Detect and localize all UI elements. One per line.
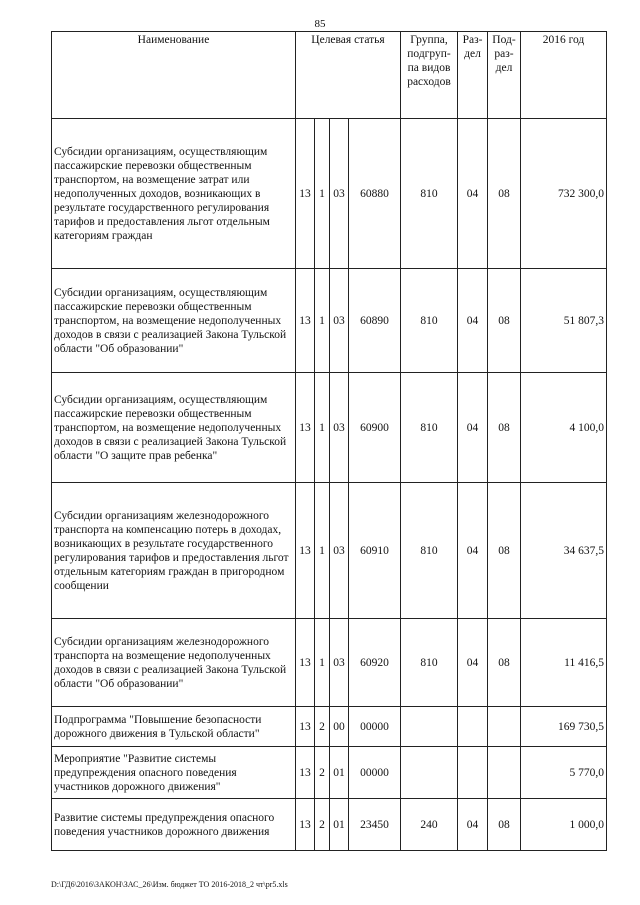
row-name: Подпрограмма "Повышение безопасности дорожного движения в Тульской области" — [52, 707, 296, 747]
row-section — [458, 707, 488, 747]
header-target-article: Целевая статья — [296, 32, 401, 119]
row-section: 04 — [458, 799, 488, 851]
row-article-program: 13 — [296, 799, 315, 851]
row-subsection: 08 — [488, 119, 521, 269]
table-row — [52, 373, 607, 483]
row-section: 04 — [458, 269, 488, 373]
row-article-event: 03 — [330, 269, 349, 373]
row-article-program: 13 — [296, 707, 315, 747]
row-name: Субсидии организациям, осуществляющим пассажирские перевозки общественным транспортом, на возмещение затрат или недополученных доходов, возникающих в результате государственного регулирования тарифов и предоставления льгот отдельным категориям граждан — [52, 119, 296, 269]
row-article-subprogram: 2 — [315, 707, 330, 747]
row-article-program: 13 — [296, 373, 315, 483]
row-article-subprogram: 1 — [315, 119, 330, 269]
row-article-direction: 60900 — [349, 373, 401, 483]
row-article-event: 03 — [330, 619, 349, 707]
table-row — [52, 799, 607, 851]
row-amount: 1 000,0 — [521, 799, 607, 851]
row-article-subprogram: 1 — [315, 619, 330, 707]
table-row — [52, 619, 607, 707]
table-row — [52, 119, 607, 269]
row-name: Субсидии организациям железнодорожного транспорта на компенсацию потерь в доходах, возникающих в результате государственного регулирования тарифов и предоставления льгот отдельным категориям граждан в пригородном сообщении — [52, 483, 296, 619]
table-row — [52, 269, 607, 373]
row-article-direction: 00000 — [349, 747, 401, 799]
row-subsection: 08 — [488, 373, 521, 483]
table-row — [52, 707, 607, 747]
row-article-direction: 60880 — [349, 119, 401, 269]
row-article-subprogram: 1 — [315, 483, 330, 619]
row-amount: 732 300,0 — [521, 119, 607, 269]
row-amount: 4 100,0 — [521, 373, 607, 483]
row-name: Мероприятие "Развитие системы предупреждения опасного поведения участников дорожного движения" — [52, 747, 296, 799]
row-article-program: 13 — [296, 269, 315, 373]
row-amount: 11 416,5 — [521, 619, 607, 707]
row-article-direction: 60890 — [349, 269, 401, 373]
row-section: 04 — [458, 483, 488, 619]
row-name: Субсидии организациям, осуществляющим пассажирские перевозки общественным транспортом, на возмещение недополученных доходов в связи с реализацией Закона Тульской области "Об образовании" — [52, 269, 296, 373]
row-section: 04 — [458, 619, 488, 707]
file-path-footer: D:\ГД6\2016\ЗАКОН\ЗАС_26\Изм. бюджет ТО 2016-2018_2 чт\pr5.xls — [51, 880, 288, 889]
row-name: Развитие системы предупреждения опасного поведения участников дорожного движения — [52, 799, 296, 851]
row-subsection: 08 — [488, 799, 521, 851]
row-expense-group: 810 — [401, 373, 458, 483]
row-article-program: 13 — [296, 747, 315, 799]
row-article-event: 03 — [330, 483, 349, 619]
row-subsection: 08 — [488, 269, 521, 373]
header-section: Раз-дел — [458, 32, 488, 119]
row-article-direction: 23450 — [349, 799, 401, 851]
row-article-subprogram: 2 — [315, 799, 330, 851]
row-expense-group: 810 — [401, 619, 458, 707]
header-year: 2016 год — [521, 32, 607, 119]
header-name: Наименование — [52, 32, 296, 119]
row-name: Субсидии организациям, осуществляющим пассажирские перевозки общественным транспортом, на возмещение недополученных доходов в связи с реализацией Закона Тульской области "О защите прав ребенка" — [52, 373, 296, 483]
row-amount: 5 770,0 — [521, 747, 607, 799]
row-amount: 34 637,5 — [521, 483, 607, 619]
table-row — [52, 483, 607, 619]
row-expense-group — [401, 747, 458, 799]
row-article-subprogram: 2 — [315, 747, 330, 799]
header-expense-group: Группа, подгруп-па видов расходов — [401, 32, 458, 119]
table-header-row — [52, 32, 607, 119]
header-subsection: Под-раз-дел — [488, 32, 521, 119]
budget-table — [51, 31, 607, 851]
row-article-event: 03 — [330, 373, 349, 483]
row-section: 04 — [458, 373, 488, 483]
row-expense-group: 810 — [401, 119, 458, 269]
row-article-subprogram: 1 — [315, 269, 330, 373]
row-subsection: 08 — [488, 619, 521, 707]
row-article-program: 13 — [296, 119, 315, 269]
row-article-direction: 60920 — [349, 619, 401, 707]
row-expense-group — [401, 707, 458, 747]
row-article-event: 03 — [330, 119, 349, 269]
row-article-event: 01 — [330, 747, 349, 799]
row-article-event: 00 — [330, 707, 349, 747]
row-article-direction: 00000 — [349, 707, 401, 747]
row-section: 04 — [458, 119, 488, 269]
row-article-program: 13 — [296, 483, 315, 619]
row-name: Субсидии организациям железнодорожного транспорта на возмещение недополученных доходов в связи с реализацией Закона Тульской области "Об образовании" — [52, 619, 296, 707]
row-amount: 51 807,3 — [521, 269, 607, 373]
row-article-subprogram: 1 — [315, 373, 330, 483]
row-subsection — [488, 747, 521, 799]
page-number: 85 — [314, 18, 326, 30]
row-subsection — [488, 707, 521, 747]
row-expense-group: 810 — [401, 483, 458, 619]
table-row — [52, 747, 607, 799]
row-subsection: 08 — [488, 483, 521, 619]
row-article-event: 01 — [330, 799, 349, 851]
row-article-program: 13 — [296, 619, 315, 707]
row-article-direction: 60910 — [349, 483, 401, 619]
row-expense-group: 810 — [401, 269, 458, 373]
row-section — [458, 747, 488, 799]
row-expense-group: 240 — [401, 799, 458, 851]
row-amount: 169 730,5 — [521, 707, 607, 747]
